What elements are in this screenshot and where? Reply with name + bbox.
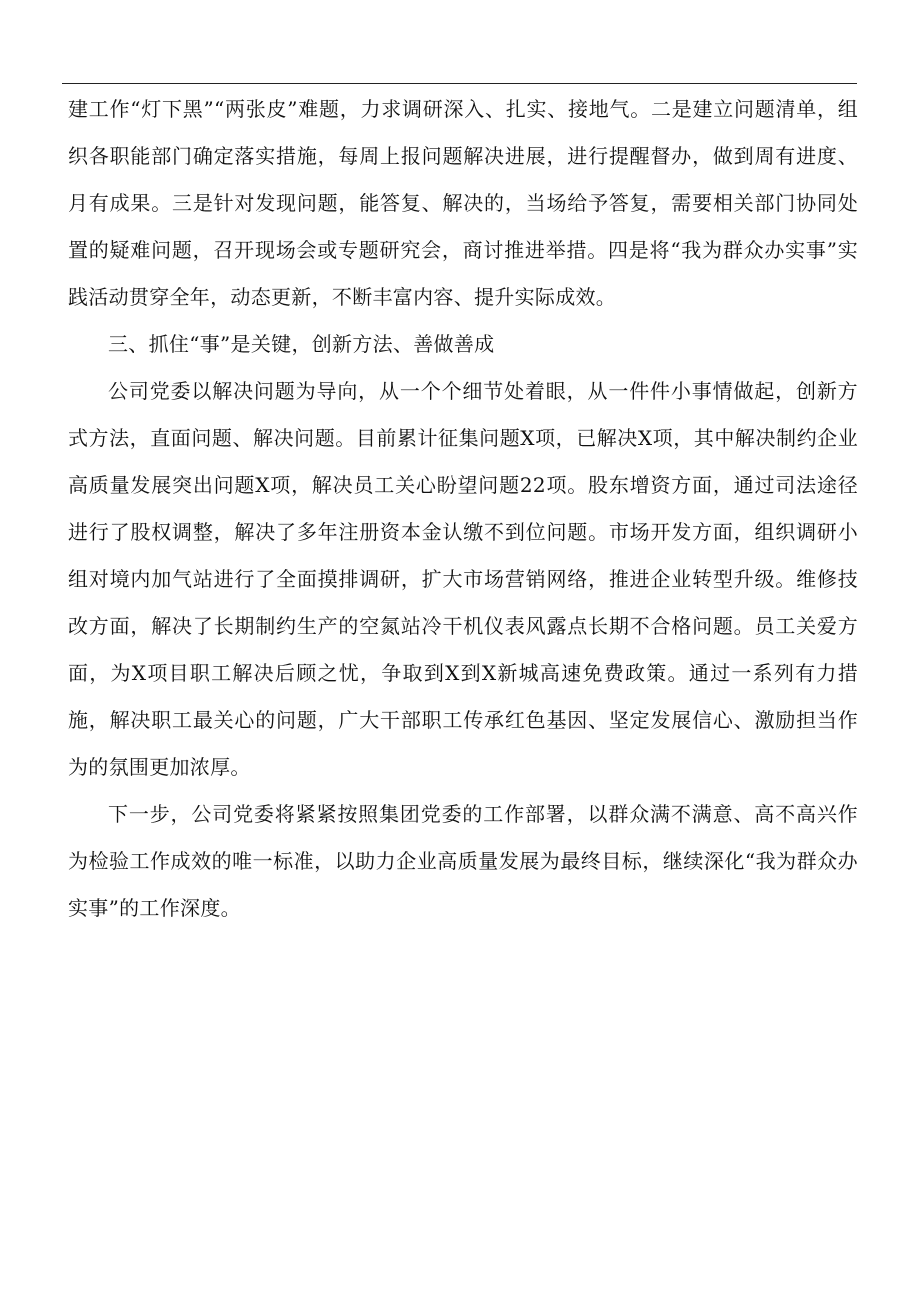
document-body (68, 86, 858, 932)
paragraph-conclusion: 下一步，公司党委将紧紧按照集团党委的工作部署，以群众满不满意、高不高兴作为检验工作成效的唯一标准，以助力企业高质量发展为最终目标，继续深化“我为群众办实事”的工作深度。 (68, 802, 858, 920)
paragraph-body: 公司党委以解决问题为导向，从一个个细节处着眼，从一件件小事情做起，创新方式方法，直面问题、解决问题。目前累计征集问题X项，已解决X项，其中解决制约企业高质量发展突出问题X项，解决员工关心盼望问题22项。股东增资方面，通过司法途径进行了股权调整，解决了多年注册资本金认缴不到位问题。市场开发方面，组织调研小组对境内加气站进行了全面摸排调研，扩大市场营销网络，推进企业转型升级。维修技改方面，解决了长期制约生产的空氮站冷干机仪表风露点长期不合格问题。员工关爱方面，为X项目职工解决后顾之忧，争取到X到X新城高速免费政策。通过一系列有力措施，解决职工最关心的问题，广大干部职工传承红色基因、坚定发展信心、激励担当作为的氛围更加浓厚。 (68, 379, 858, 779)
paragraph-continued: 建工作“灯下黑”“两张皮”难题，力求调研深入、扎实、接地气。二是建立问题清单，组织各职能部门确定落实措施，每周上报问题解决进展，进行提醒督办，做到周有进度、月有成果。三是针对发现问题，能答复、解决的，当场给予答复，需要相关部门协同处置的疑难问题，召开现场会或专题研究会，商讨推进举措。四是将“我为群众办实事”实践活动贯穿全年，动态更新，不断丰富内容、提升实际成效。 (68, 97, 858, 309)
section-heading: 三、抓住“事”是关键，创新方法、善做善成 (108, 332, 495, 356)
header-rule (62, 83, 857, 84)
